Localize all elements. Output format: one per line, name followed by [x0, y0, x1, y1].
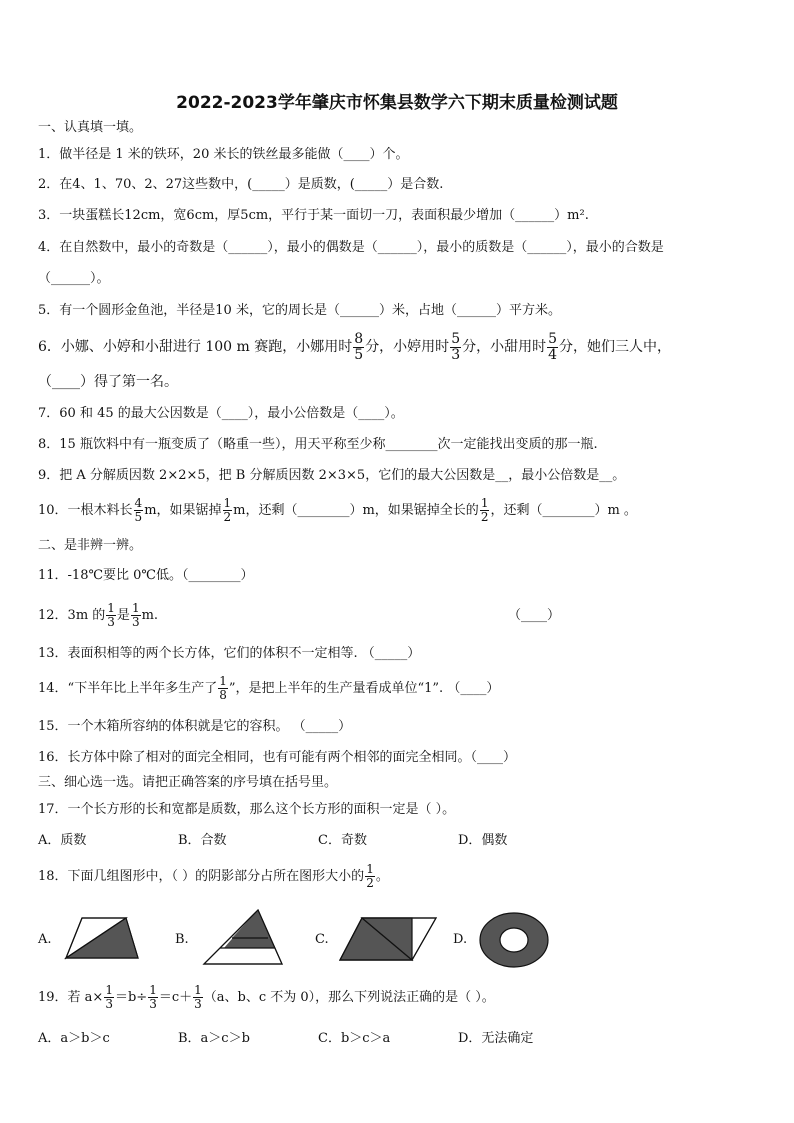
- q19-text-a: 19．若 a×: [38, 990, 104, 1005]
- q12-text-a: 12．3m 的: [38, 608, 106, 623]
- option-b: B．合数: [178, 833, 227, 848]
- section-3-heading: 三、细心选一选。请把正确答案的序号填在括号里。: [38, 775, 338, 790]
- option-a: A．a＞b＞c: [38, 1031, 110, 1046]
- option-a: A．质数: [38, 833, 87, 848]
- fraction-1-3: [131, 602, 141, 629]
- option-b: B．a＞c＞b: [178, 1031, 250, 1046]
- question-9: 9．把 A 分解质因数 2×2×5，把 B 分解质因数 2×3×5，它们的最大公因数是__，最小公倍数是__。: [38, 468, 626, 483]
- denominator: 8: [219, 688, 227, 702]
- fraction-4-5: [134, 497, 144, 524]
- q12-text-c: m.: [141, 608, 159, 623]
- numerator: 5: [451, 330, 461, 347]
- q18-text-a: 18．下面几组图形中，（ ）的阴影部分占所在图形大小的: [38, 869, 365, 884]
- numerator: 1: [105, 983, 113, 997]
- option-c: C．b＞c＞a: [318, 1031, 391, 1046]
- q10-text-d: ，还剩（________）m 。: [490, 503, 637, 518]
- section-2-heading: 二、是非辨一辨。: [38, 538, 143, 553]
- figure-d-ring: [478, 911, 550, 969]
- figure-a-label: A.: [38, 932, 52, 947]
- figure-c-label: C.: [315, 932, 329, 947]
- q10-text-a: 10．一根木料长: [38, 503, 133, 518]
- numerator: 1: [149, 983, 157, 997]
- denominator: 4: [548, 346, 558, 363]
- question-4-line-1: 4．在自然数中，最小的奇数是（______），最小的偶数是（______），最小的质数是（______），最小的合数是: [38, 240, 664, 255]
- q10-text-c: m，还剩（________）m，如果锯掉全长的: [233, 503, 479, 518]
- q19-text-c: ＝c＋: [158, 990, 193, 1005]
- question-4-line-2: （______）。: [38, 271, 110, 286]
- numerator: 1: [107, 601, 115, 615]
- fraction-1-3: [193, 984, 203, 1011]
- denominator: 3: [451, 346, 461, 363]
- denominator: 3: [194, 997, 202, 1011]
- question-18: [38, 860, 389, 894]
- question-2: 2．在4、1、70、2、27这些数中，(_____）是质数，(_____）是合数.: [38, 177, 444, 192]
- figure-d-label: D.: [453, 932, 468, 947]
- question-7: 7．60 和 45 的最大公因数是（____），最小公倍数是（____）。: [38, 406, 404, 421]
- section-1-heading: 一、认真填一填。: [38, 120, 143, 135]
- q14-text-b: ”，是把上半年的生产量看成单位“1”. （____）: [228, 681, 500, 696]
- numerator: 1: [480, 496, 489, 510]
- numerator: 8: [354, 330, 364, 347]
- question-13: 13．表面积相等的两个长方体，它们的体积不一定相等. （_____）: [38, 646, 421, 661]
- numerator: 1: [194, 983, 202, 997]
- option-d: D．无法确定: [458, 1031, 534, 1046]
- fraction-1-2: [223, 497, 233, 524]
- q12-text-b: 是: [116, 608, 130, 623]
- question-8: 8．15 瓶饮料中有一瓶变质了（略重一些），用天平称至少称________次一定能找出变质的那一瓶.: [38, 437, 598, 452]
- denominator: 5: [134, 510, 143, 524]
- q18-text-b: 。: [375, 869, 389, 884]
- fraction-5-4: [547, 332, 558, 363]
- fraction-1-2: [480, 497, 490, 524]
- question-12: [38, 599, 158, 633]
- denominator: 3: [107, 615, 115, 629]
- denominator: 2: [480, 510, 489, 524]
- figure-b-label: B.: [175, 932, 189, 947]
- denominator: 2: [366, 876, 374, 890]
- q10-text-b: m，如果锯掉: [144, 503, 222, 518]
- fraction-1-3: [106, 602, 116, 629]
- fraction-1-8: [218, 675, 228, 702]
- denominator: 5: [354, 346, 364, 363]
- figure-b-triangle: [202, 908, 286, 966]
- figure-a-trapezoid: [64, 914, 140, 962]
- question-17: 17．一个长方形的长和宽都是质数，那么这个长方形的面积一定是（ ）。: [38, 802, 456, 817]
- question-5: 5．有一个圆形金鱼池，半径是10 米，它的周长是（______）米，占地（______）平方米。: [38, 303, 561, 318]
- question-10: [38, 494, 637, 528]
- figure-c-parallelogram: [338, 916, 438, 962]
- numerator: 1: [366, 862, 374, 876]
- page-title: 2022-2023学年肇庆市怀集县数学六下期末质量检测试题: [176, 93, 618, 113]
- question-14: [38, 672, 499, 706]
- fraction-1-3: [148, 984, 158, 1011]
- denominator: 3: [105, 997, 113, 1011]
- question-1: 1．做半径是 1 米的铁环，20 米长的铁丝最多能做（____）个。: [38, 147, 409, 162]
- q14-text-a: 14．“下半年比上半年多生产了: [38, 681, 218, 696]
- option-d: D．偶数: [458, 833, 508, 848]
- fraction-8-5: [353, 332, 364, 363]
- question-6-line-2: （____）得了第一名。: [38, 374, 178, 390]
- option-c: C．奇数: [318, 833, 367, 848]
- q6-text-b: 分，小婷用时: [365, 339, 450, 355]
- q6-text-a: 6．小娜、小婷和小甜进行 100 m 赛跑，小娜用时: [38, 339, 353, 355]
- question-3: 3．一块蛋糕长12cm，宽6cm，厚5cm，平行于某一面切一刀，表面积最少增加（______）m².: [38, 208, 589, 223]
- question-11: 11．-18℃要比 0℃低。（________）: [38, 568, 254, 583]
- question-19-options: [38, 1030, 598, 1048]
- denominator: 3: [149, 997, 157, 1011]
- numerator: 4: [134, 496, 143, 510]
- fraction-5-3: [450, 332, 461, 363]
- denominator: 2: [223, 510, 232, 524]
- question-6-line-1: [38, 330, 671, 364]
- question-12-answer-blank: （____）: [508, 608, 561, 623]
- numerator: 1: [223, 496, 232, 510]
- q6-text-c: 分，小甜用时: [462, 339, 547, 355]
- numerator: 1: [131, 601, 140, 615]
- question-15: 15．一个木箱所容纳的体积就是它的容积。 （_____）: [38, 719, 352, 734]
- question-17-options: [38, 832, 598, 850]
- numerator: 1: [219, 674, 227, 688]
- q19-text-d: （a、b、c 不为 0），那么下列说法正确的是（ ）。: [203, 990, 495, 1005]
- denominator: 3: [131, 615, 140, 629]
- fraction-1-3: [104, 984, 114, 1011]
- question-19: [38, 981, 495, 1015]
- numerator: 5: [548, 330, 558, 347]
- q6-text-d: 分，她们三人中，: [559, 339, 672, 355]
- q19-text-b: ＝b÷: [114, 990, 148, 1005]
- question-16: 16．长方体中除了相对的面完全相同，也有可能有两个相邻的面完全相同。（____）: [38, 750, 517, 765]
- fraction-1-2: [365, 863, 375, 890]
